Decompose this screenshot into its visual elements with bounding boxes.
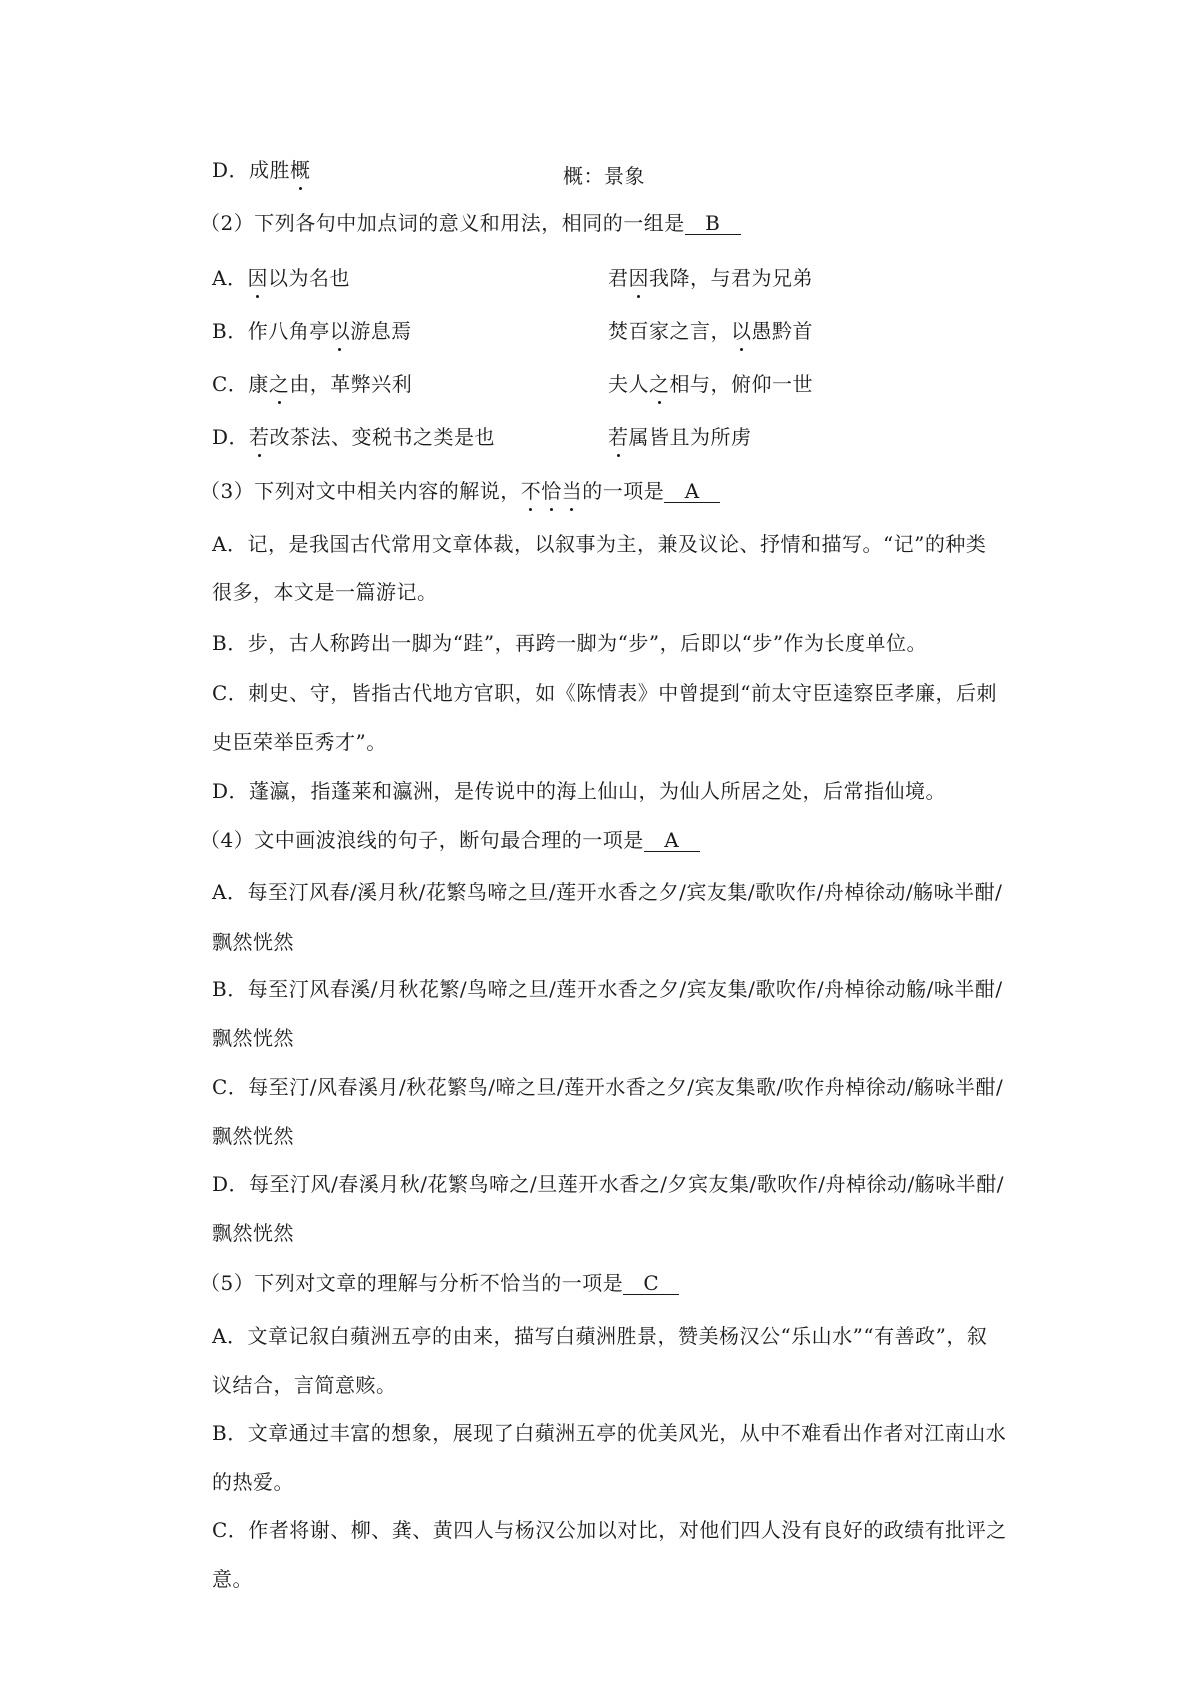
q3-option-c-line1: C．刺史、守，皆指古代地方官职，如《陈情表》中曾提到“前太守臣逵察臣孝廉，后刺	[212, 681, 998, 705]
q2-option-c-left: C．康之由，革弊兴利	[212, 372, 413, 396]
dotted-char: 不	[520, 479, 542, 503]
q4-option-a-line1: A．每至汀风春/溪月秋/花繁鸟啼之旦/莲开水香之夕/宾友集/歌吹作/舟棹徐动/觞咏半酣/	[212, 880, 1003, 904]
dotted-char: 以	[329, 319, 351, 343]
q2-option-a-right: 君因我降，与君为兄弟	[608, 266, 813, 290]
answer-blank: B	[685, 212, 741, 235]
dotted-char: 因	[247, 266, 268, 290]
q3-option-b: B．步，古人称跨出一脚为“跬”，再跨一脚为“步”，后即以“步”作为长度单位。	[212, 631, 928, 655]
dotted-char: 之	[268, 372, 290, 396]
q2-option-b-left: B．作八角亭以游息焉	[212, 319, 412, 343]
q5-option-b-line2: 的热爱。	[212, 1470, 294, 1494]
q2-option-d-right: 若属皆且为所虏	[608, 425, 752, 449]
q4-option-c-line1: C．每至汀/风春溪月/秋花繁鸟/啼之旦/莲开水香之夕/宾友集歌/吹作舟棹徐动/觞咏半酣/	[212, 1075, 1004, 1099]
q3-option-a-line2: 很多，本文是一篇游记。	[212, 580, 438, 604]
q5-option-a-line1: A．文章记叙白蘋洲五亭的由来，描写白蘋洲胜景，赞美杨汉公“乐山水”“有善政”，叙	[212, 1324, 988, 1348]
q4-option-c-line2: 飘然恍然	[212, 1124, 294, 1148]
q2-option-c-right: 夫人之相与，俯仰一世	[608, 372, 813, 396]
answer-blank: C	[623, 1272, 679, 1295]
q4-stem: （4）文中画波浪线的句子，断句最合理的一项是 A	[200, 827, 700, 853]
q3-option-a-line1: A．记，是我国古代常用文章体裁，以叙事为主，兼及议论、抒情和描写。“记”的种类	[212, 532, 987, 556]
dotted-char: 恰	[541, 479, 562, 503]
q4-option-b-line1: B．每至汀风春溪/月秋花繁/鸟啼之旦/莲开水香之夕/宾友集/歌吹作/舟棹徐动觞/咏半酣/	[212, 977, 1003, 1001]
dotted-char: 概	[290, 158, 311, 182]
dotted-char: 若	[249, 425, 270, 449]
dotted-char: 以	[731, 319, 752, 343]
q2-stem: （2）下列各句中加点词的意义和用法，相同的一组是 B	[200, 210, 741, 236]
q1-option-d-gloss: 概：景象	[563, 164, 645, 188]
q5-option-c-line1: C．作者将谢、柳、龚、黄四人与杨汉公加以对比，对他们四人没有良好的政绩有批评之	[212, 1518, 1007, 1542]
q2-option-d-left: D．若改茶法、变税书之类是也	[212, 425, 496, 449]
q2-option-b-right: 焚百家之言，以愚黔首	[608, 319, 813, 343]
dotted-char: 之	[649, 372, 670, 396]
q4-option-b-line2: 飘然恍然	[212, 1026, 294, 1050]
q5-option-c-line2: 意。	[212, 1567, 253, 1591]
q1-option-d	[212, 157, 311, 183]
dotted-char: 因	[628, 266, 649, 290]
q5-option-b-line1: B．文章通过丰富的想象，展现了白蘋洲五亭的优美风光，从中不难看出作者对江南山水	[212, 1421, 1007, 1445]
q4-option-d-line2: 飘然恍然	[212, 1221, 294, 1245]
q5-stem: （5）下列对文章的理解与分析不恰当的一项是 C	[200, 1270, 679, 1296]
q4-option-d-line1: D．每至汀风/春溪月秋/花繁鸟啼之/旦莲开水香之/夕宾友集/歌吹作/舟棹徐动/觞咏半酣/	[212, 1172, 1004, 1196]
q4-option-a-line2: 飘然恍然	[212, 930, 294, 954]
q3-option-d: D．蓬瀛，指蓬莱和瀛洲，是传说中的海上仙山，为仙人所居之处，后常指仙境。	[212, 779, 947, 803]
dotted-char: 当	[561, 479, 583, 503]
answer-blank: A	[644, 829, 700, 852]
q5-option-a-line2: 议结合，言简意赅。	[212, 1373, 397, 1397]
dotted-char: 若	[608, 425, 629, 449]
option-text: D．成胜	[212, 158, 291, 182]
q2-option-a-left: A．因以为名也	[212, 266, 350, 290]
q3-stem: （3）下列对文中相关内容的解说，不恰当的一项是 A	[200, 478, 720, 504]
q3-option-c-line2: 史臣荣举臣秀才”。	[212, 730, 387, 754]
answer-blank: A	[664, 480, 720, 503]
